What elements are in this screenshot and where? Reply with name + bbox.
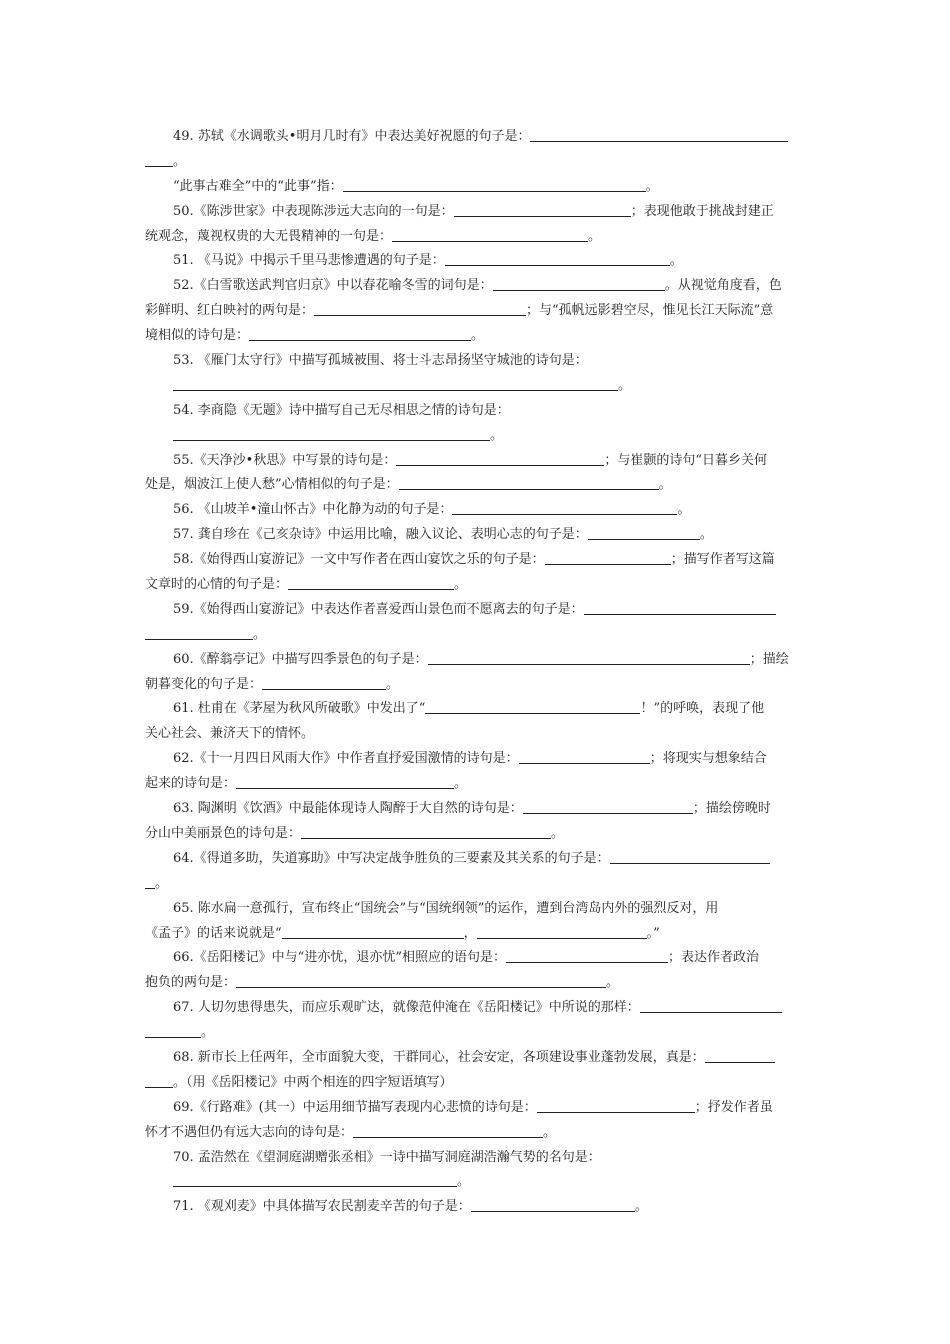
question-text: 64.《得道多助，失道寡助》中写决定战争胜负的三要素及其关系的句子是： <box>173 850 610 866</box>
answer-blank[interactable] <box>145 1073 173 1088</box>
question-text: 70. 孟浩然在《望洞庭湖赠张丞相》一诗中描写洞庭湖浩瀚气势的名句是： <box>173 1149 601 1165</box>
answer-blank[interactable] <box>236 774 454 789</box>
question-54 <box>145 399 807 424</box>
question-text: 关心社会、兼济天下的情怀。 <box>145 726 315 742</box>
question-60 <box>145 648 807 673</box>
answer-blank[interactable] <box>145 1023 201 1038</box>
question-text: 55.《天净沙•秋思》中写景的诗句是： <box>173 452 397 468</box>
question-66-cont <box>145 971 807 996</box>
question-text: ， <box>463 925 477 941</box>
question-text: 。 <box>677 502 691 518</box>
question-text: 分山中美丽景色的诗句是： <box>145 825 302 841</box>
question-text: 。 <box>457 1174 471 1190</box>
question-text: 60.《醉翁亭记》中描写四季景色的句子是： <box>173 651 428 667</box>
answer-blank[interactable] <box>610 849 770 864</box>
answer-blank[interactable] <box>530 127 788 142</box>
question-56 <box>145 498 807 523</box>
question-60-cont <box>145 673 807 698</box>
question-53 <box>145 349 807 374</box>
question-55-cont <box>145 473 807 498</box>
question-text: 。 <box>658 477 672 493</box>
question-text: ；描绘傍晚时 <box>692 801 771 817</box>
answer-blank[interactable] <box>399 475 659 490</box>
question-49-cont <box>145 150 807 175</box>
question-66 <box>145 946 807 971</box>
answer-blank[interactable] <box>519 749 650 764</box>
question-58 <box>145 548 807 573</box>
question-text: 50.《陈涉世家》中表现陈涉远大志向的一句是： <box>173 203 454 219</box>
question-61-cont <box>145 722 807 747</box>
question-text: 起来的诗句是： <box>145 776 237 792</box>
question-text: 63. 陶渊明《饮酒》中最能体现诗人陶醉于大自然的诗句是： <box>173 801 523 817</box>
question-text: 。 <box>606 975 620 991</box>
answer-blank[interactable] <box>506 948 668 963</box>
answer-blank[interactable] <box>301 824 551 839</box>
question-text: ；抒发作者虽 <box>694 1099 773 1115</box>
question-text: ；表现他敢于挑战封建正 <box>630 203 774 219</box>
question-49 <box>145 125 807 150</box>
question-69 <box>145 1096 807 1121</box>
answer-blank[interactable] <box>343 177 646 192</box>
answer-blank[interactable] <box>353 1123 543 1138</box>
question-text: ；与“孤帆远影碧空尽，惟见长江天际流”意 <box>526 303 774 319</box>
answer-blank[interactable] <box>145 152 173 167</box>
question-text: 。” <box>646 925 660 941</box>
question-text: 66.《岳阳楼记》中与“进亦忧，退亦忧”相照应的语句是： <box>173 950 506 966</box>
question-54-answer <box>145 424 807 449</box>
question-49-sub <box>145 175 807 200</box>
question-58-cont <box>145 573 807 598</box>
answer-blank[interactable] <box>537 1098 695 1113</box>
question-59 <box>145 598 807 623</box>
answer-blank[interactable] <box>471 1197 635 1212</box>
answer-blank[interactable] <box>454 202 631 217</box>
question-text: 。 <box>699 527 713 543</box>
question-text: 。 <box>155 875 169 891</box>
question-text: 58.《始得西山宴游记》一文中写作者在西山宴饮之乐的句子是： <box>173 552 545 568</box>
question-text: “此事古难全”中的“此事”指： <box>173 178 343 194</box>
question-68-cont <box>145 1071 807 1096</box>
question-text: 统观念，蔑视权贵的大无畏精神的一句是： <box>145 228 393 244</box>
question-text: 。 <box>253 626 267 642</box>
answer-blank[interactable] <box>282 924 464 939</box>
question-text: 53. 《雁门太守行》中描写孤城被围、将士斗志昂扬坚守城池的诗句是： <box>173 353 588 369</box>
answer-blank[interactable] <box>493 276 665 291</box>
question-text: 。 <box>454 776 468 792</box>
question-62 <box>145 747 807 772</box>
question-text: ；与崔颢的诗句“日暮乡关何 <box>604 452 767 468</box>
answer-blank[interactable] <box>396 451 604 466</box>
answer-blank[interactable] <box>392 227 588 242</box>
question-text: 62.《十一月四日风雨大作》中作者直抒爱国激情的诗句是： <box>173 751 519 767</box>
question-text: ；表达作者政治 <box>667 950 759 966</box>
answer-blank[interactable] <box>425 699 640 714</box>
answer-blank[interactable] <box>173 376 618 391</box>
question-text: 。 <box>201 1025 215 1041</box>
question-52 <box>145 274 807 299</box>
question-text: 67. 人切勿患得患失，而应乐观旷达，就像范仲淹在《岳阳楼记》中所说的那样： <box>173 1000 640 1016</box>
question-63 <box>145 797 807 822</box>
question-text: 。 <box>490 427 504 443</box>
question-text: 。 <box>386 676 400 692</box>
question-57 <box>145 523 807 548</box>
question-65 <box>145 897 807 922</box>
question-63-cont <box>145 822 807 847</box>
question-text: 54. 李商隐《无题》诗中描写自己无尽相思之情的诗句是： <box>173 402 510 418</box>
answer-blank[interactable] <box>288 575 454 590</box>
question-50-cont <box>145 225 807 250</box>
question-67-cont <box>145 1021 807 1046</box>
answer-blank[interactable] <box>452 500 677 515</box>
question-61 <box>145 697 807 722</box>
question-59-cont <box>145 623 807 648</box>
question-64-cont <box>145 872 807 897</box>
question-text: 49. 苏轼《水调歌头•明月几时有》中表达美好祝愿的句子是： <box>173 129 531 144</box>
question-text: ！”的呼唤，表现了他 <box>640 701 765 717</box>
question-52-cont2 <box>145 324 807 349</box>
question-text: 52.《白雪歌送武判官归京》中以春花喻冬雪的词句是： <box>173 278 493 294</box>
answer-blank[interactable] <box>428 650 750 665</box>
question-64 <box>145 847 807 872</box>
question-text: 抱负的两句是： <box>145 975 237 991</box>
question-text: 。 <box>543 1124 557 1140</box>
question-text: 51. 《马说》中揭示千里马悲惨遭遇的句子是： <box>173 253 445 269</box>
answer-blank[interactable] <box>545 550 671 565</box>
question-55 <box>145 449 807 474</box>
question-71 <box>145 1195 807 1220</box>
question-65-cont <box>145 922 807 947</box>
answer-blank[interactable] <box>314 301 526 316</box>
question-text: 。（用《岳阳楼记》中两个相连的四字短语填写） <box>173 1074 453 1090</box>
question-text: 处是，烟波江上使人愁”心情相似的句子是： <box>145 477 399 493</box>
question-text: 境相似的诗句是： <box>145 328 250 344</box>
question-text: 。 <box>618 377 632 393</box>
answer-blank[interactable] <box>236 973 606 988</box>
answer-blank[interactable] <box>145 625 253 640</box>
question-text: 。 <box>454 577 468 593</box>
question-text: 怀才不遇但仍有远大志向的诗句是： <box>145 1124 354 1140</box>
question-text: 。 <box>471 328 485 344</box>
answer-blank[interactable] <box>173 1172 457 1187</box>
answer-blank[interactable] <box>249 326 471 341</box>
question-52-cont <box>145 299 807 324</box>
question-text: 朝暮变化的句子是： <box>145 676 263 692</box>
question-text: 65. 陈水扁一意孤行，宣布终止“国统会”与“国统纲领”的运作，遭到台湾岛内外的强烈反对，用 <box>173 900 719 916</box>
question-text: 56. 《山坡羊•潼山怀古》中化静为动的句子是： <box>173 502 453 518</box>
question-62-cont <box>145 772 807 797</box>
question-68 <box>145 1046 807 1071</box>
question-53-answer <box>145 374 807 399</box>
question-text: 。 <box>173 153 187 169</box>
question-text: 。 <box>551 825 565 841</box>
question-text: 59.《始得西山宴游记》中表达作者喜爱西山景色而不愿离去的句子是： <box>173 601 584 617</box>
question-text: ；将现实与想象结合 <box>649 751 767 767</box>
answer-blank[interactable] <box>640 998 782 1013</box>
question-text: 69.《行路难》(其一）中运用细节描写表现内心悲愤的诗句是： <box>173 1099 537 1115</box>
question-text: 《孟子》的话来说就是“ <box>145 925 282 941</box>
question-70 <box>145 1146 807 1171</box>
question-text: 71. 《观刈麦》中具体描写农民割麦辛苦的句子是： <box>173 1199 471 1215</box>
question-text: ；描写作者写这篇 <box>670 552 775 568</box>
question-text: 。 <box>588 228 602 244</box>
question-text: 68. 新市长上任两年，全市面貌大变，干群同心，社会安定，各项建设事业蓬勃发展，真是： <box>173 1049 705 1065</box>
question-67 <box>145 996 807 1021</box>
question-text: 文章时的心情的句子是： <box>145 577 289 593</box>
answer-blank[interactable] <box>705 1048 775 1063</box>
answer-blank[interactable] <box>145 874 155 889</box>
question-text: 。 <box>645 178 659 194</box>
answer-blank[interactable] <box>173 426 490 441</box>
question-text: 。 <box>669 253 683 269</box>
answer-blank[interactable] <box>523 799 693 814</box>
question-text: ；描绘 <box>749 651 789 667</box>
question-text: 。从视觉角度看，色 <box>664 278 782 294</box>
question-text: 61. 杜甫在《茅屋为秋风所破歌》中发出了“ <box>173 701 426 717</box>
answer-blank[interactable] <box>262 675 386 690</box>
question-50 <box>145 200 807 225</box>
answer-blank[interactable] <box>445 251 670 266</box>
answer-blank[interactable] <box>477 924 647 939</box>
question-69-cont <box>145 1121 807 1146</box>
question-text: 彩鲜明、红白映衬的两句是： <box>145 303 315 319</box>
question-51 <box>145 249 807 274</box>
question-70-answer <box>145 1170 807 1195</box>
answer-blank[interactable] <box>584 600 776 615</box>
answer-blank[interactable] <box>588 525 700 540</box>
question-text: 。 <box>634 1199 648 1215</box>
question-text: 57. 龚自珍在《己亥杂诗》中运用比喻，融入议论、表明心志的句子是： <box>173 527 588 543</box>
